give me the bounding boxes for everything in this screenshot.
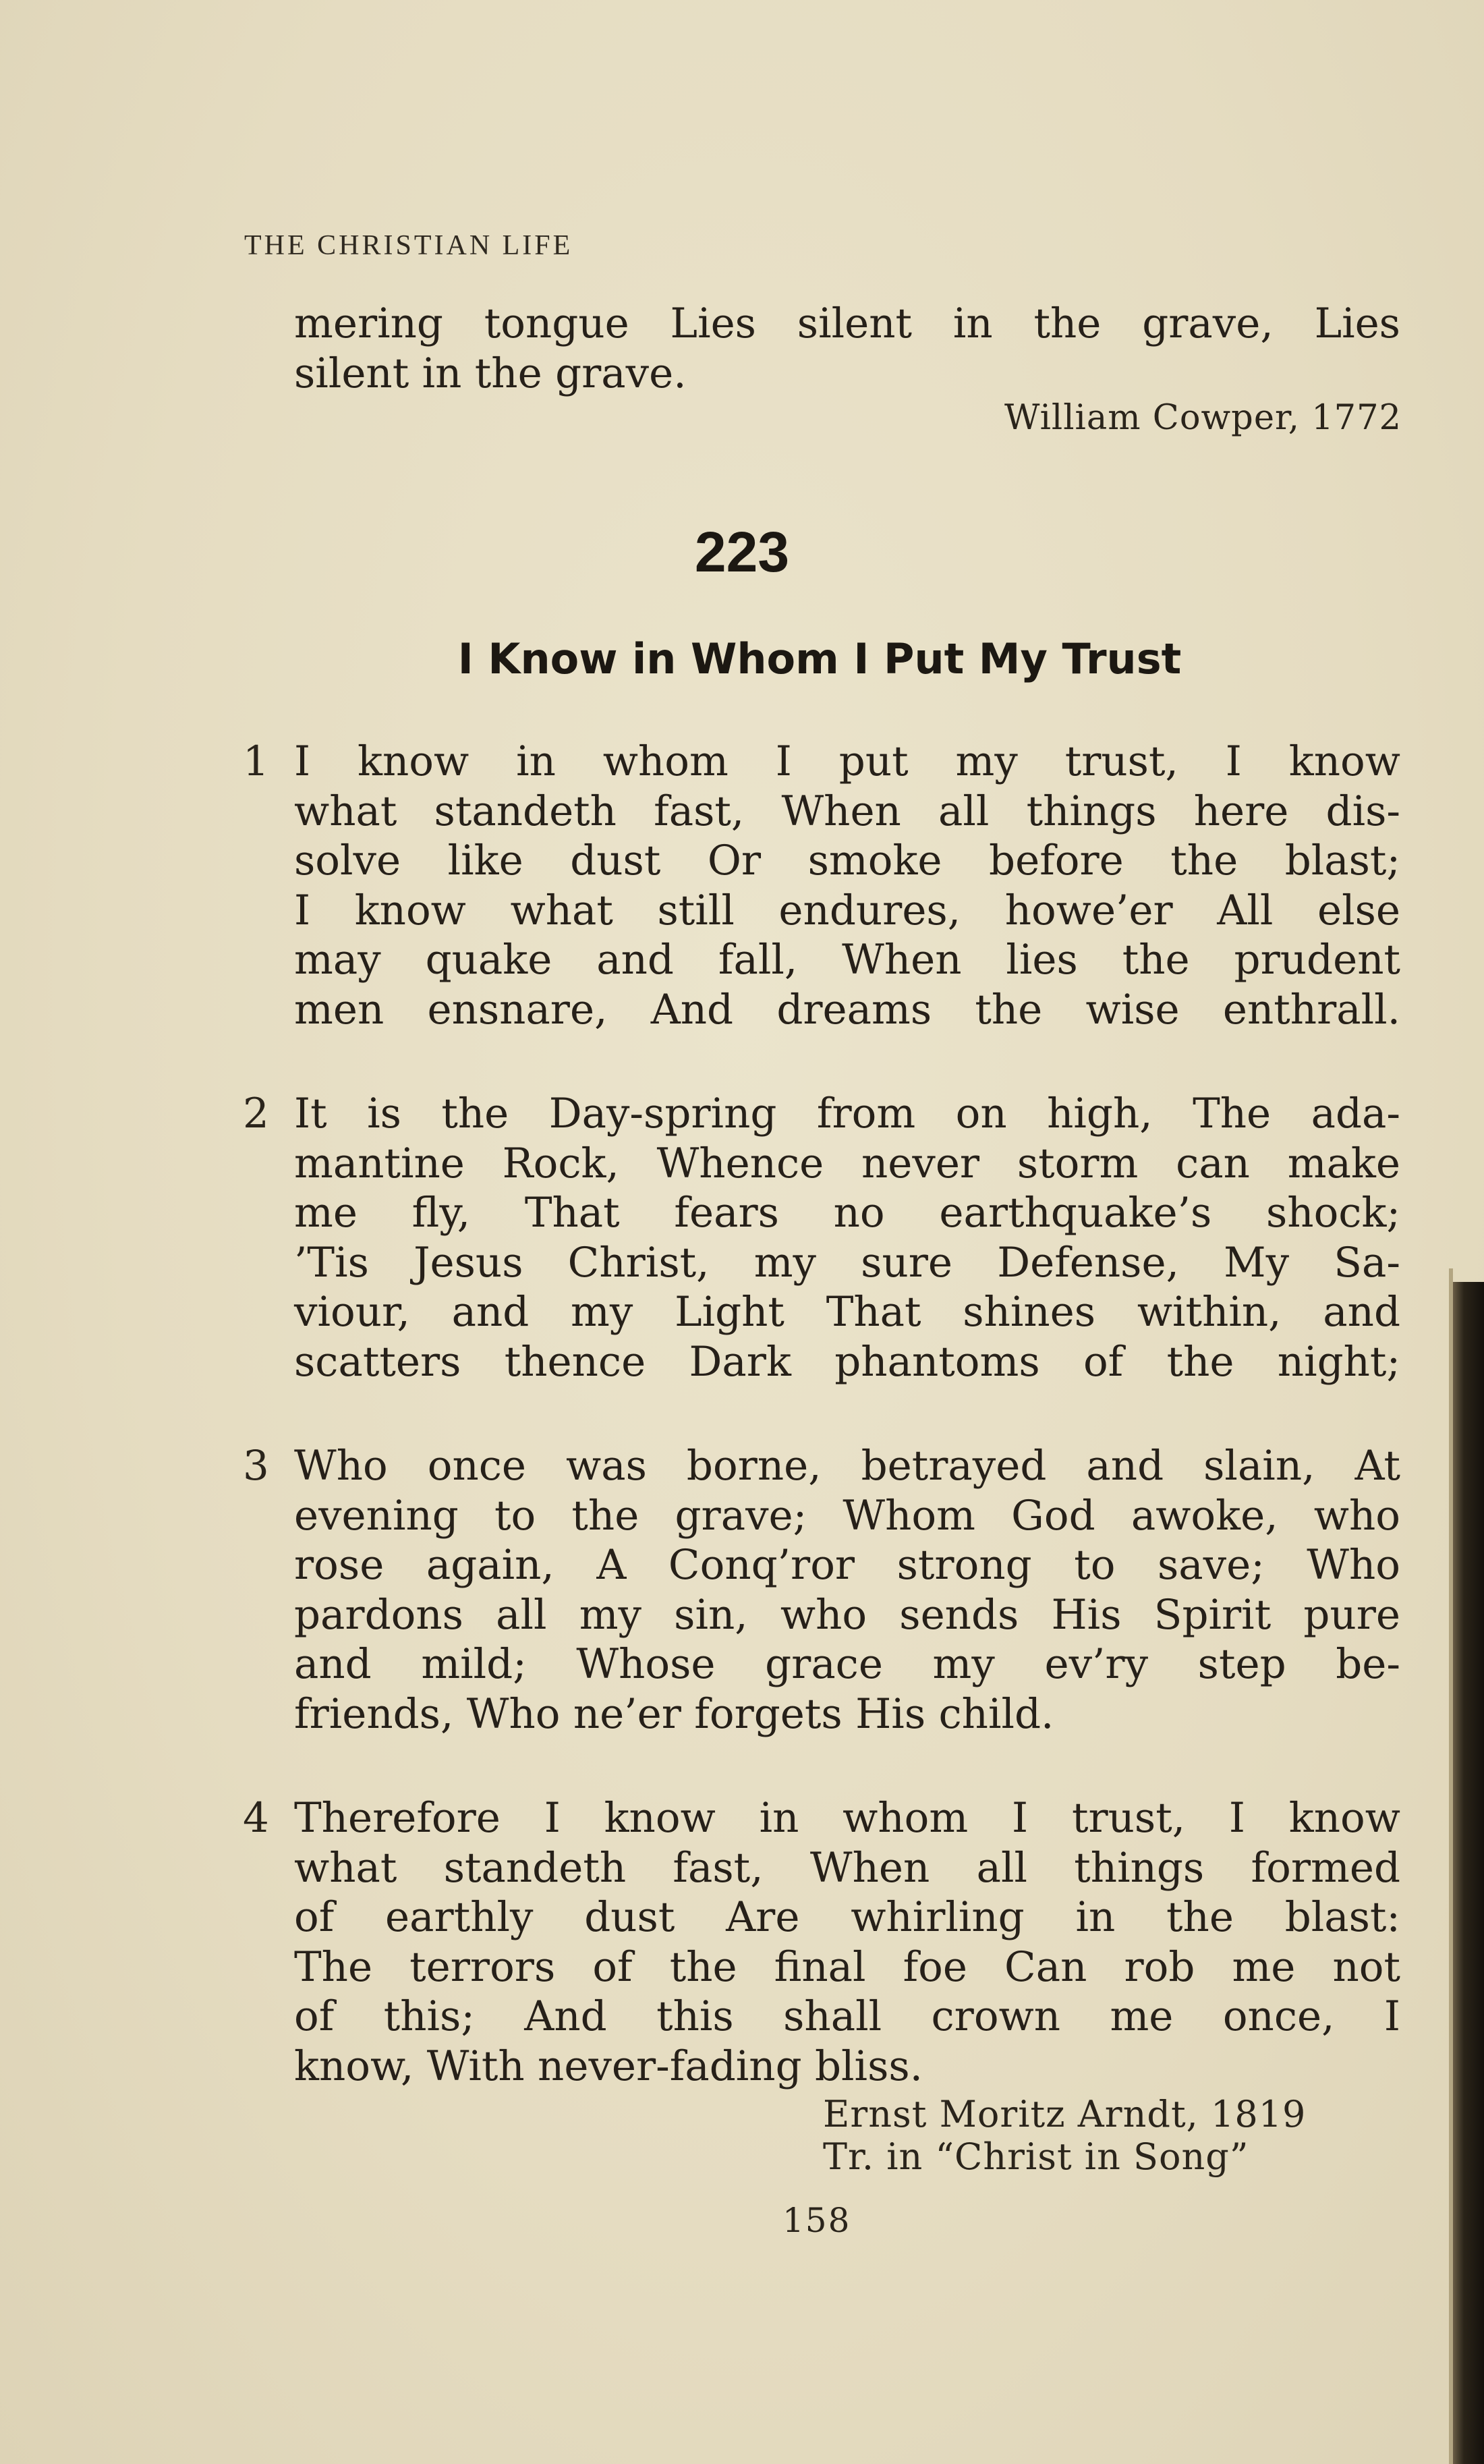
verse-text [294, 1089, 1400, 1387]
verse-line: may quake and fall, When lies the prudent [294, 936, 1400, 984]
verse-text [294, 1793, 1400, 2091]
hymn-number: 223 [694, 520, 790, 584]
hymn-title: I Know in Whom I Put My Trust [457, 634, 1182, 683]
previous-hymn-line: silent in the grave. [294, 349, 687, 397]
verse-line: solve like dust Or smoke before the blast; [294, 837, 1400, 885]
verse-line: It is the Day-spring from on high, The ada- [294, 1090, 1400, 1138]
running-head: THE CHRISTIAN LIFE [244, 230, 573, 261]
previous-hymn-text [294, 299, 1400, 398]
verse-line: I know in whom I put my trust, I know [294, 737, 1400, 785]
verse-number: 2 [243, 1090, 269, 1138]
hymn-translation: Tr. in “Christ in Song” [823, 2135, 1249, 2178]
verse-text [294, 1441, 1400, 1739]
verse-line: of this; And this shall crown me once, I [294, 1992, 1400, 2040]
book-edge-shadow [1453, 1282, 1484, 2464]
verse-line: pardons all my sin, who sends His Spirit pure [294, 1590, 1400, 1639]
verse-line: The terrors of the final foe Can rob me not [294, 1942, 1400, 1991]
hymn-author: Ernst Moritz Arndt, 1819 [823, 2093, 1307, 2135]
verse-line: men ensnare, And dreams the wise enthrall. [294, 985, 1400, 1034]
verse-line: and mild; Whose grace my ev’ry step be- [294, 1640, 1400, 1688]
verse-line: what standeth fast, When all things formed [294, 1843, 1400, 1892]
verse-line: me fly, That fears no earthquake’s shock; [294, 1189, 1400, 1237]
verse-line: mantine Rock, Whence never storm can make [294, 1139, 1400, 1187]
verse-line: rose again, A Conq’ror strong to save; Who [294, 1541, 1400, 1589]
verse-number: 1 [243, 737, 269, 785]
verse-number: 3 [243, 1442, 269, 1490]
verse-line: friends, Who ne’er forgets His child. [294, 1689, 1054, 1738]
verse-line: know, With never-fading bliss. [294, 2042, 923, 2090]
verse-line: I know what still endures, howe’er All else [294, 886, 1400, 934]
verse-line: scatters thence Dark phantoms of the night; [294, 1337, 1400, 1386]
verse-line: of earthly dust Are whirling in the blast: [294, 1893, 1400, 1941]
verse-line: viour, and my Light That shines within, and [294, 1288, 1400, 1336]
verse-line: what standeth fast, When all things here dis- [294, 787, 1400, 835]
previous-hymn-author: William Cowper, 1772 [1004, 398, 1402, 438]
verse-line: Therefore I know in whom I trust, I know [294, 1794, 1400, 1842]
hymn-attribution [823, 2093, 1306, 2178]
previous-hymn-line: mering tongue Lies silent in the grave, Lies [294, 300, 1400, 347]
verse-line: evening to the grave; Whom God awoke, who [294, 1491, 1400, 1540]
book-edge-highlight [1449, 1268, 1453, 2464]
verse-line: Who once was borne, betrayed and slain, At [294, 1442, 1400, 1490]
page-number: 158 [782, 2201, 851, 2240]
verse-text [294, 737, 1400, 1034]
verse-line: ’Tis Jesus Christ, my sure Defense, My Sa- [294, 1238, 1400, 1287]
verse-number: 4 [243, 1794, 269, 1842]
